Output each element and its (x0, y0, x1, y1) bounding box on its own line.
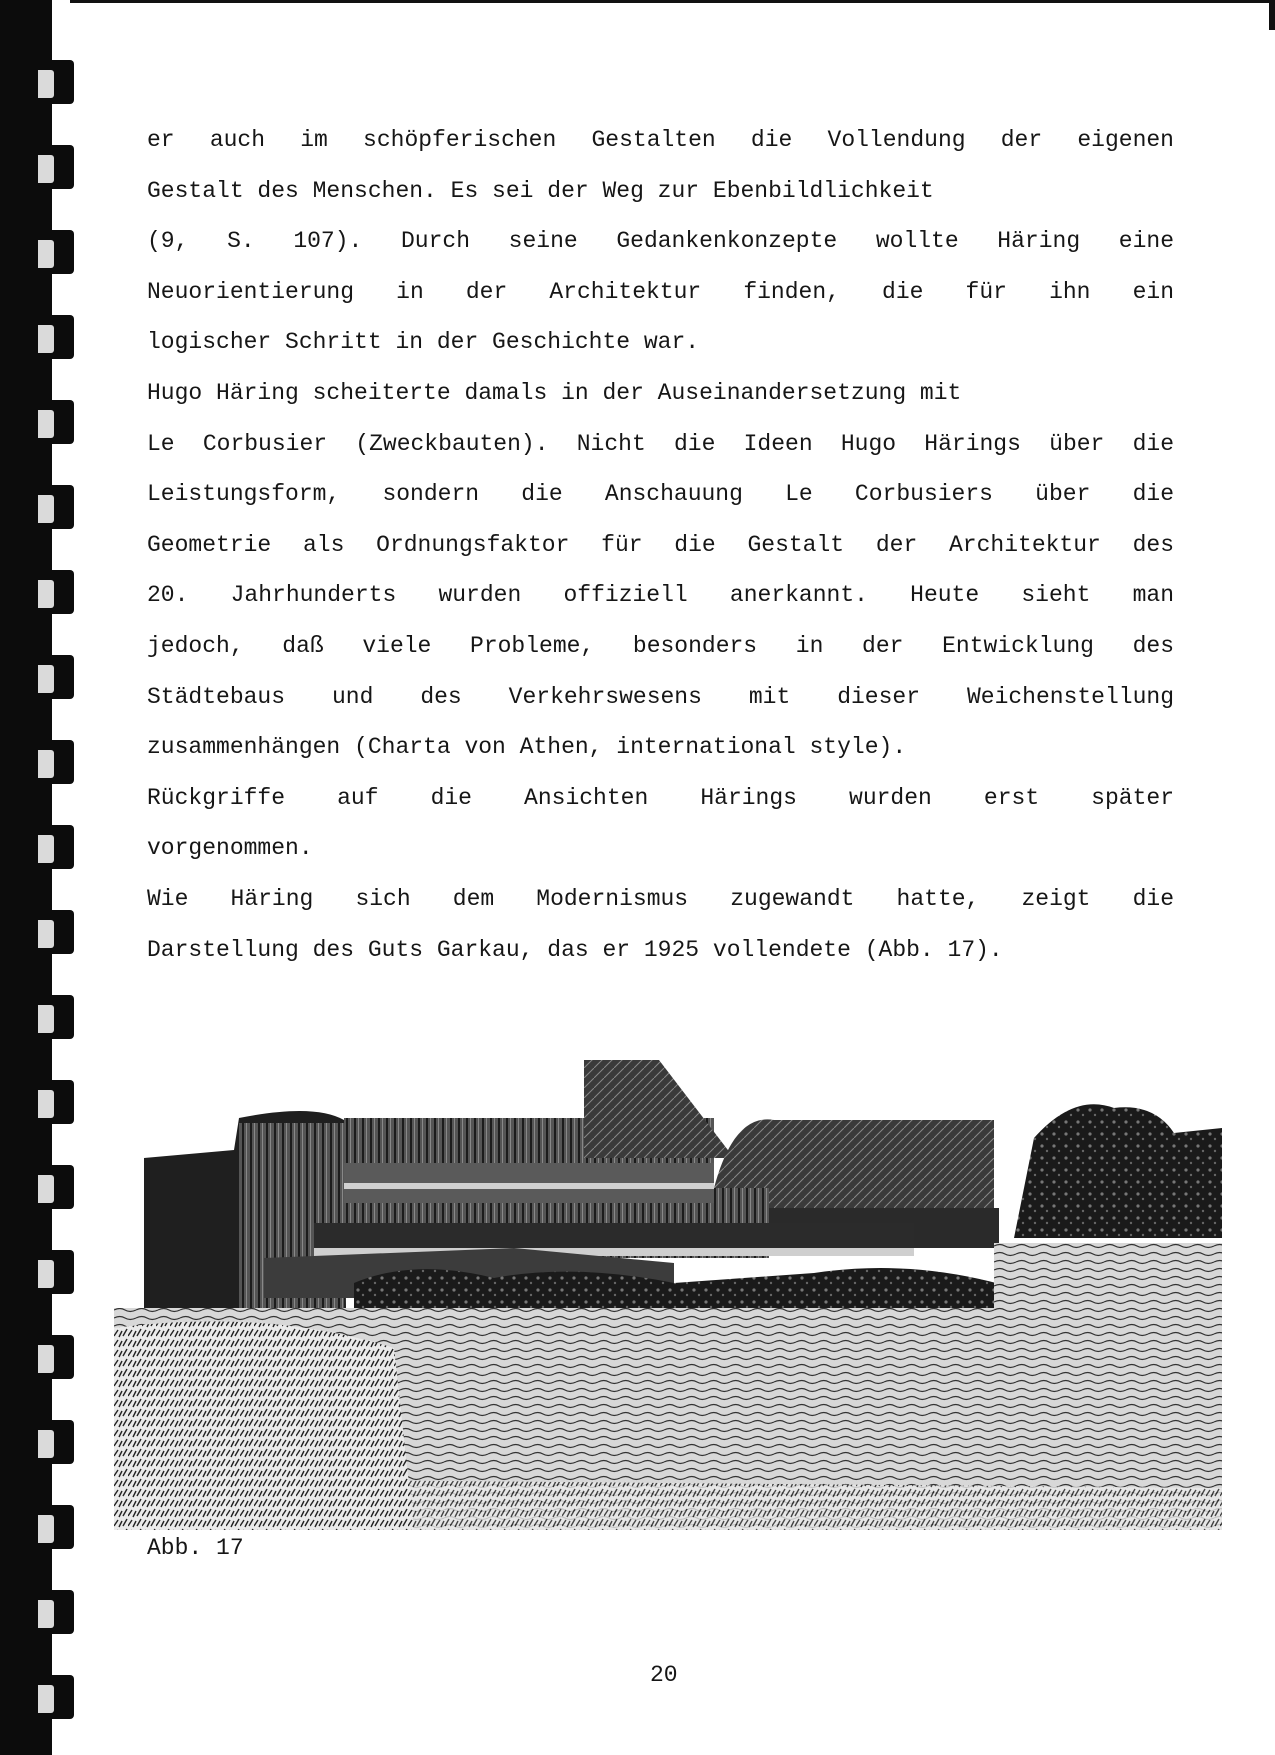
page-edge-mark (1269, 0, 1275, 30)
text-line: Darstellung des Guts Garkau, das er 1925 vollendete (Abb. 17). (147, 936, 1003, 963)
top-edge-rule (70, 0, 1275, 3)
text-line: Rückgriffe auf die Ansichten Härings wurden erst später (147, 784, 1174, 811)
page-number: 20 (650, 1662, 678, 1688)
text-line: Gestalt des Menschen. Es sei der Weg zur Ebenbildlichkeit (147, 177, 934, 204)
text-line: (9, S. 107). Durch seine Gedankenkonzepte wollte Häring eine (147, 228, 1174, 255)
text-line: 20. Jahrhunderts wurden offiziell anerkannt. Heute sieht man (147, 582, 1174, 609)
text-line: er auch im schöpferischen Gestalten die Vollendung der eigenen (147, 127, 1174, 153)
text-line: Neuorientierung in der Architektur finden, die für ihn ein (147, 278, 1174, 305)
text-line: logischer Schritt in der Geschichte war. (147, 329, 700, 356)
text-line: Geometrie als Ordnungsfaktor für die Gestalt der Architektur des (147, 531, 1174, 558)
figure-caption: Abb. 17 (147, 1535, 244, 1561)
comb-binding (0, 0, 78, 1755)
text-line: Leistungsform, sondern die Anschauung Le Corbusiers über die (147, 481, 1174, 508)
text-line: Wie Häring sich dem Modernismus zugewandt hatte, zeigt die (147, 885, 1174, 912)
text-line: Le Corbusier (Zweckbauten). Nicht die Ideen Hugo Härings über die (147, 430, 1174, 457)
text-line: vorgenommen. (147, 835, 313, 862)
text-line: zusammenhängen (Charta von Athen, international style). (147, 734, 907, 761)
text-line: Städtebaus und des Verkehrswesens mit dieser Weichenstellung (147, 683, 1174, 710)
text-line: Hugo Häring scheiterte damals in der Auseinandersetzung mit (147, 379, 962, 406)
gut-garkau-photo (114, 1058, 1222, 1530)
body-text (147, 115, 1174, 975)
text-line: jedoch, daß viele Probleme, besonders in der Entwicklung des (147, 632, 1174, 659)
